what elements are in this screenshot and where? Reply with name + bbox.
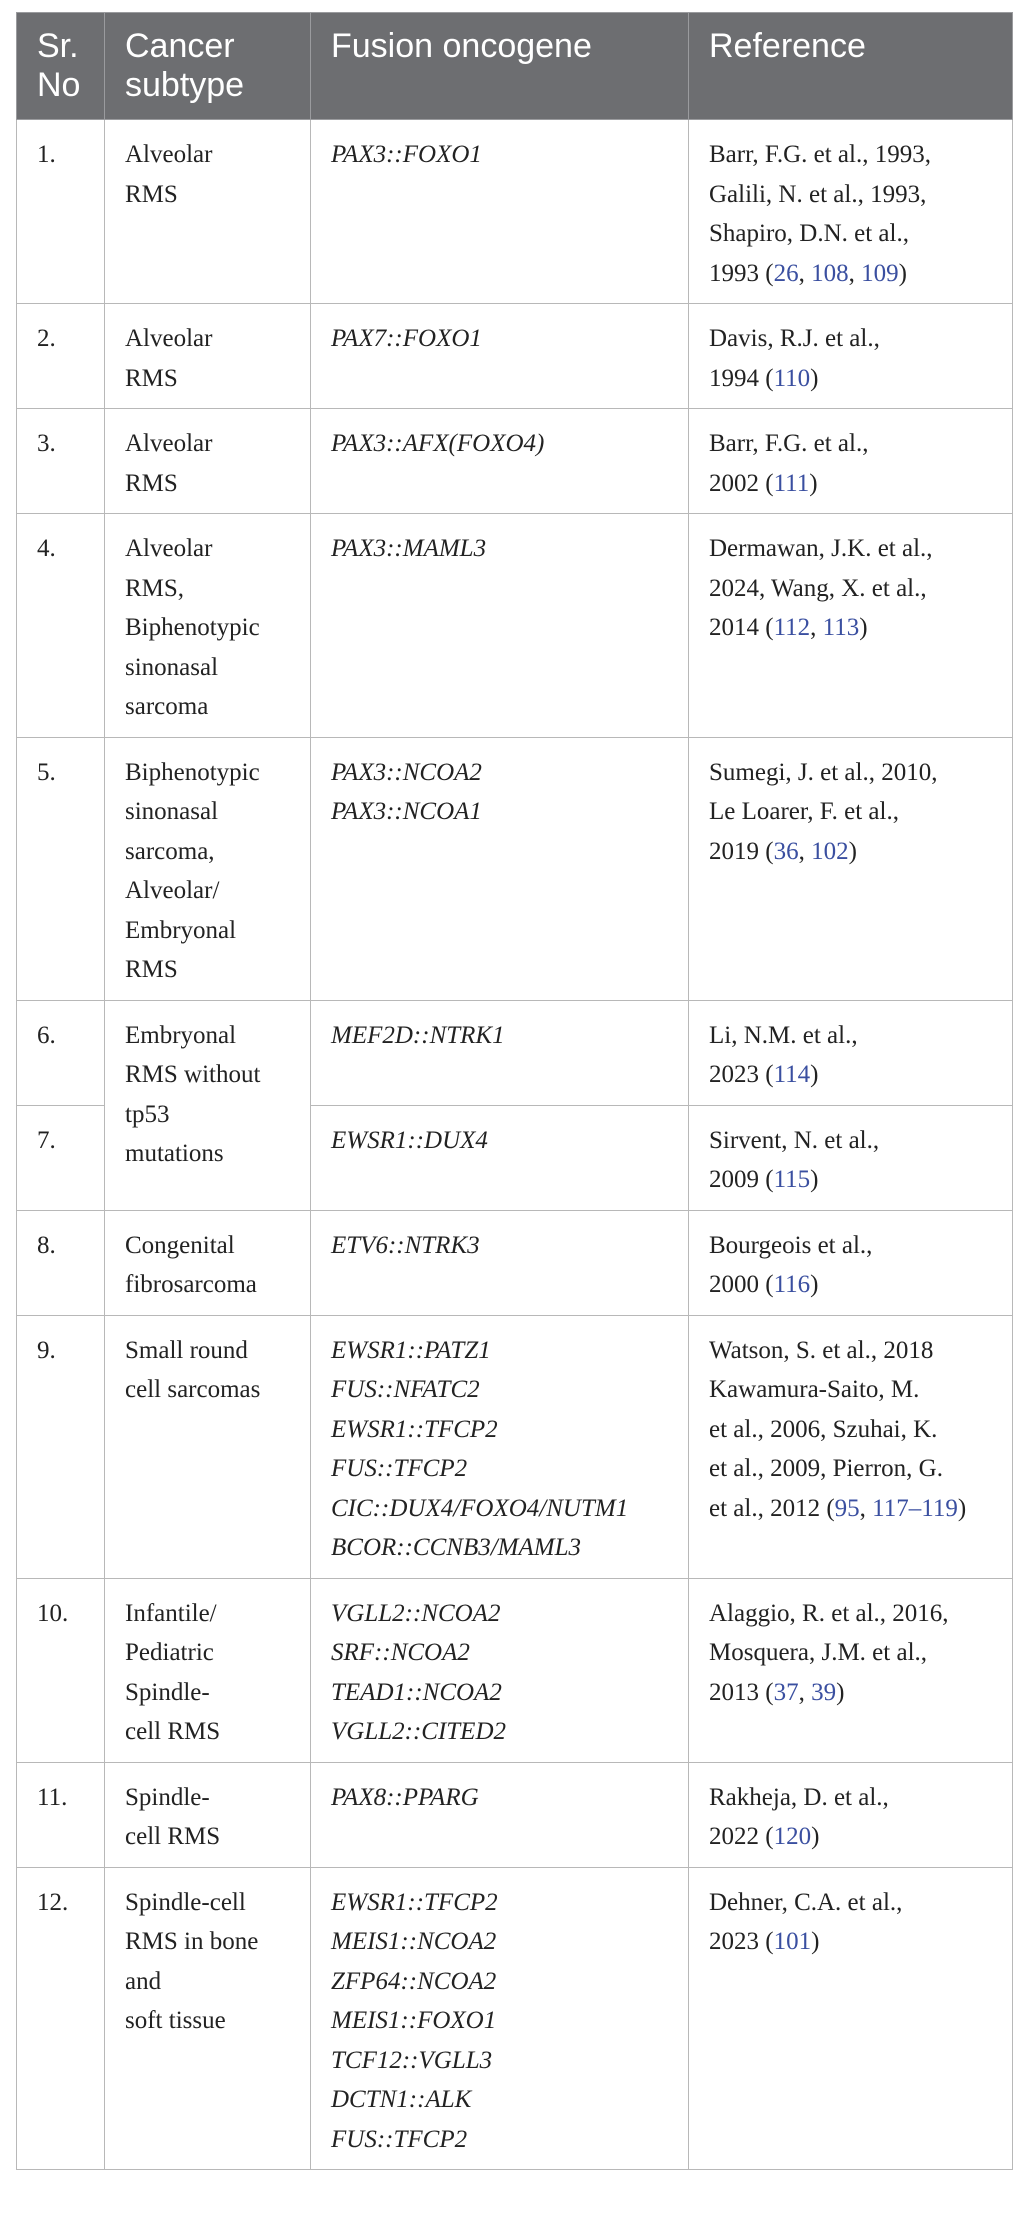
reference-line — [709, 1331, 1000, 1371]
cancer-subtype-line: Spindle- — [125, 1678, 210, 1706]
reference-text: 2014 ( — [709, 614, 774, 641]
cancer-subtype-line: Alveolar — [125, 141, 213, 168]
fusion-oncogene: ZFP64::NCOA2 — [331, 1967, 497, 1995]
reference-text: Davis, R.J. et al., — [709, 325, 880, 352]
table-row — [17, 1578, 1013, 1762]
fusion-oncogene: EWSR1::TFCP2 — [331, 1888, 498, 1916]
citation-close-paren: ) — [810, 364, 819, 392]
cancer-subtype-line: Small round — [125, 1336, 248, 1364]
reference-cell — [689, 514, 1013, 738]
reference-cell — [689, 1578, 1013, 1762]
cancer-subtype-cell — [105, 1210, 311, 1315]
cancer-subtype-line: Embryonal — [125, 916, 237, 944]
fusion-oncogene: EWSR1::TFCP2 — [331, 1415, 498, 1443]
cancer-subtype-cell — [105, 514, 311, 738]
cancer-subtype-line: tp53 — [125, 1100, 170, 1128]
reference-line — [709, 1817, 1000, 1857]
cancer-subtype-line: cell RMS — [125, 1718, 221, 1745]
citation-link[interactable]: 110 — [773, 364, 811, 392]
fusion-oncogene: MEIS1::FOXO1 — [331, 2007, 497, 2034]
row-number: 4. — [37, 535, 56, 562]
citation-separator: , — [859, 1494, 873, 1522]
reference-line — [709, 529, 1000, 569]
fusion-oncogene-cell — [311, 1578, 689, 1762]
fusion-oncogene: ETV6::NTRK3 — [331, 1231, 480, 1259]
reference-line — [709, 1922, 1000, 1962]
reference-line — [709, 1594, 1000, 1634]
cancer-subtype-line: cell RMS — [125, 1823, 221, 1850]
citation-link[interactable]: 39 — [811, 1678, 837, 1706]
citation-link[interactable]: 108 — [811, 259, 849, 287]
row-number-cell — [17, 1210, 105, 1315]
header-fusion-oncogene — [311, 13, 689, 120]
fusion-oncogene: FUS::NFATC2 — [331, 1376, 480, 1403]
reference-line — [709, 254, 1000, 294]
fusion-oncogene: VGLL2::NCOA2 — [331, 1599, 501, 1627]
cancer-subtype-line: Spindle-cell — [125, 1888, 246, 1916]
reference-text: et al., 2006, Szuhai, K. — [709, 1415, 938, 1443]
cancer-subtype-line: Alveolar — [125, 325, 213, 352]
reference-line — [709, 792, 1000, 832]
row-number-cell — [17, 1762, 105, 1867]
citation-link[interactable]: 102 — [811, 837, 849, 865]
row-number: 5. — [37, 758, 56, 786]
reference-cell — [689, 1210, 1013, 1315]
fusion-oncogene: DCTN1::ALK — [331, 2086, 472, 2113]
citation-link[interactable]: 26 — [773, 259, 799, 287]
reference-cell — [689, 120, 1013, 304]
reference-line — [709, 214, 1000, 254]
reference-cell — [689, 1762, 1013, 1867]
cancer-subtype-cell — [105, 304, 311, 409]
header-line: Sr. — [37, 27, 79, 65]
reference-text: 2000 ( — [709, 1271, 774, 1298]
fusion-oncogene: PAX3::NCOA1 — [331, 798, 482, 825]
citation-link[interactable]: 36 — [773, 837, 799, 865]
table-row — [17, 409, 1013, 514]
citation-separator: , — [848, 259, 862, 287]
reference-line — [709, 464, 1000, 504]
header-sr-no — [17, 13, 105, 120]
reference-line — [709, 753, 1000, 793]
header-line: No — [37, 66, 81, 104]
reference-line — [709, 319, 1000, 359]
row-number-cell — [17, 737, 105, 1000]
row-number-cell — [17, 120, 105, 304]
header-row — [17, 13, 1013, 120]
cancer-subtype-line: RMS — [125, 364, 178, 392]
fusion-oncogene-cell — [311, 514, 689, 738]
reference-line — [709, 1410, 1000, 1450]
header-line: Reference — [709, 27, 866, 65]
reference-line — [709, 1633, 1000, 1673]
cancer-subtype-line: Alveolar — [125, 430, 213, 457]
citation-link[interactable]: 101 — [773, 1928, 812, 1955]
fusion-oncogene: EWSR1::PATZ1 — [331, 1336, 491, 1364]
fusion-oncogene-cell — [311, 1210, 689, 1315]
cancer-subtype-cell — [105, 1578, 311, 1762]
reference-line — [709, 359, 1000, 399]
fusion-oncogene: EWSR1::DUX4 — [331, 1126, 488, 1154]
header-cancer-subtype — [105, 13, 311, 120]
reference-text: 2023 ( — [709, 1928, 774, 1955]
reference-text: Sirvent, N. et al., — [709, 1126, 880, 1154]
header-reference — [689, 13, 1013, 120]
fusion-oncogene: CIC::DUX4/FOXO4/NUTM1 — [331, 1494, 629, 1522]
reference-text: 1994 ( — [709, 364, 774, 392]
row-number: 10. — [37, 1599, 69, 1627]
reference-cell — [689, 1867, 1013, 2170]
table-row — [17, 120, 1013, 304]
row-number: 12. — [37, 1888, 69, 1916]
fusion-oncogene: VGLL2::CITED2 — [331, 1718, 507, 1745]
fusion-oncogene: BCOR::CCNB3/MAML3 — [331, 1534, 581, 1561]
reference-text: 1993 ( — [709, 259, 774, 287]
citation-link[interactable]: 114 — [773, 1061, 811, 1088]
row-number: 3. — [37, 430, 56, 457]
cancer-subtype-line: cell sarcomas — [125, 1376, 261, 1403]
citation-close-paren: ) — [898, 259, 907, 287]
row-number: 9. — [37, 1336, 56, 1364]
cancer-subtype-line: sinonasal — [125, 798, 219, 825]
fusion-oncogene-cell — [311, 1867, 689, 2170]
reference-text: Bourgeois et al., — [709, 1231, 873, 1259]
fusion-oncogene-cell — [311, 1000, 689, 1105]
cancer-subtype-line: Embryonal — [125, 1021, 237, 1049]
reference-text: Dermawan, J.K. et al., — [709, 535, 933, 562]
cancer-subtype-line: sarcoma — [125, 693, 209, 720]
reference-text: 2019 ( — [709, 837, 774, 865]
cancer-subtype-cell — [105, 1315, 311, 1578]
row-number-cell — [17, 1105, 105, 1210]
citation-link[interactable]: 37 — [773, 1678, 799, 1706]
reference-cell — [689, 1105, 1013, 1210]
citation-close-paren: ) — [957, 1494, 967, 1522]
citation-link[interactable]: 115 — [773, 1166, 811, 1193]
cancer-subtype-line: fibrosarcoma — [125, 1271, 257, 1298]
reference-text: 2023 ( — [709, 1061, 774, 1088]
cancer-subtype-line: RMS in bone — [125, 1928, 259, 1955]
cancer-subtype-line: soft tissue — [125, 2007, 226, 2034]
reference-line — [709, 1370, 1000, 1410]
reference-text: 2009 ( — [709, 1166, 774, 1193]
cancer-subtype-line: RMS without — [125, 1061, 261, 1088]
row-number: 6. — [37, 1021, 56, 1049]
cancer-subtype-cell — [105, 737, 311, 1000]
reference-line — [709, 1449, 1000, 1489]
row-number-cell — [17, 1000, 105, 1105]
reference-line — [709, 1226, 1000, 1266]
cancer-subtype-line: and — [125, 1967, 162, 1995]
reference-text: Alaggio, R. et al., 2016, — [709, 1599, 949, 1627]
citation-close-paren: ) — [810, 1166, 819, 1193]
cancer-subtype-line: sinonasal — [125, 653, 219, 681]
row-number: 7. — [37, 1126, 56, 1154]
citation-link[interactable]: 113 — [822, 614, 860, 641]
citation-link[interactable]: 95 — [834, 1494, 860, 1522]
cancer-subtype-line: Infantile/ — [125, 1599, 217, 1627]
reference-text: 2022 ( — [709, 1823, 774, 1850]
fusion-oncogene: PAX8::PPARG — [331, 1783, 479, 1811]
header-line: subtype — [125, 66, 245, 104]
fusion-oncogene-cell — [311, 737, 689, 1000]
citation-separator: , — [810, 614, 823, 641]
fusion-oncogene: PAX3::AFX(FOXO4) — [331, 430, 545, 457]
fusion-oncogene: FUS::TFCP2 — [331, 2125, 468, 2153]
table-row — [17, 1315, 1013, 1578]
reference-line — [709, 1055, 1000, 1095]
cancer-subtype-line: Alveolar/ — [125, 877, 220, 904]
citation-link[interactable]: 111 — [773, 469, 810, 497]
reference-cell — [689, 1000, 1013, 1105]
table-header — [17, 13, 1013, 120]
fusion-oncogene: PAX3::FOXO1 — [331, 141, 482, 168]
reference-text: 2002 ( — [709, 469, 774, 497]
fusion-oncogene: SRF::NCOA2 — [331, 1639, 470, 1666]
cancer-subtype-line: mutations — [125, 1140, 224, 1167]
reference-text: Sumegi, J. et al., 2010, — [709, 758, 938, 786]
cancer-subtype-line: Congenital — [125, 1231, 235, 1259]
reference-line — [709, 832, 1000, 872]
row-number-cell — [17, 1315, 105, 1578]
citation-separator: , — [798, 837, 812, 865]
table-row — [17, 737, 1013, 1000]
cancer-subtype-cell — [105, 409, 311, 514]
row-number: 1. — [37, 141, 56, 168]
row-number-cell — [17, 514, 105, 738]
citation-close-paren: ) — [848, 837, 857, 865]
fusion-oncogene: PAX3::MAML3 — [331, 535, 487, 562]
citation-link[interactable]: 109 — [861, 259, 899, 287]
fusion-oncogene: PAX3::NCOA2 — [331, 758, 482, 786]
citation-close-paren: ) — [810, 1061, 819, 1088]
cancer-subtype-cell — [105, 120, 311, 304]
row-number: 11. — [37, 1783, 68, 1811]
fusion-oncogene: MEIS1::NCOA2 — [331, 1928, 497, 1955]
cancer-subtype-cell — [105, 1762, 311, 1867]
table-row — [17, 1000, 1013, 1105]
reference-line — [709, 1016, 1000, 1056]
reference-line — [709, 569, 1000, 609]
table-row — [17, 304, 1013, 409]
citation-close-paren: ) — [811, 1823, 820, 1850]
reference-line — [709, 608, 1000, 648]
citation-close-paren: ) — [810, 1271, 819, 1298]
table-body — [17, 120, 1013, 2170]
row-number: 2. — [37, 325, 56, 352]
reference-text: Watson, S. et al., 2018 — [709, 1336, 934, 1364]
reference-line — [709, 1265, 1000, 1305]
reference-text: Dehner, C.A. et al., — [709, 1888, 903, 1916]
header-line: Fusion oncogene — [331, 27, 592, 65]
reference-line — [709, 1778, 1000, 1818]
cancer-subtype-line: RMS, — [125, 574, 185, 602]
reference-text: 2013 ( — [709, 1678, 774, 1706]
table-row — [17, 1867, 1013, 2170]
reference-text: et al., 2012 ( — [709, 1494, 835, 1522]
reference-text: 2024, Wang, X. et al., — [709, 574, 927, 602]
citation-link[interactable]: 117–119 — [872, 1494, 958, 1522]
reference-text: Li, N.M. et al., — [709, 1021, 858, 1049]
row-number-cell — [17, 1578, 105, 1762]
cancer-subtype-line: Spindle- — [125, 1783, 210, 1811]
citation-close-paren: ) — [809, 469, 818, 497]
row-number-cell — [17, 1867, 105, 2170]
cancer-subtype-line: RMS — [125, 180, 178, 208]
fusion-oncogene: FUS::TFCP2 — [331, 1455, 468, 1482]
cancer-subtype-line: Alveolar — [125, 535, 213, 562]
reference-cell — [689, 1315, 1013, 1578]
reference-text: Kawamura-Saito, M. — [709, 1376, 920, 1403]
table-row — [17, 1210, 1013, 1315]
reference-text: Barr, F.G. et al., — [709, 430, 869, 457]
reference-line — [709, 135, 1000, 175]
reference-line — [709, 1883, 1000, 1923]
reference-cell — [689, 304, 1013, 409]
fusion-oncogene-table — [16, 12, 1013, 2170]
cancer-subtype-cell — [105, 1000, 311, 1210]
cancer-subtype-line: Biphenotypic — [125, 758, 260, 786]
reference-line — [709, 1489, 1000, 1529]
reference-cell — [689, 409, 1013, 514]
cancer-subtype-cell — [105, 1867, 311, 2170]
reference-cell — [689, 737, 1013, 1000]
table-row — [17, 514, 1013, 738]
row-number-cell — [17, 409, 105, 514]
citation-link[interactable]: 120 — [773, 1823, 812, 1850]
reference-line — [709, 175, 1000, 215]
reference-text: Galili, N. et al., 1993, — [709, 180, 927, 208]
reference-line — [709, 424, 1000, 464]
table-row — [17, 1762, 1013, 1867]
cancer-subtype-line: RMS — [125, 956, 178, 983]
reference-text: Mosquera, J.M. et al., — [709, 1639, 928, 1666]
reference-text: Rakheja, D. et al., — [709, 1783, 889, 1811]
reference-line — [709, 1121, 1000, 1161]
reference-line — [709, 1160, 1000, 1200]
fusion-oncogene-cell — [311, 409, 689, 514]
reference-text: et al., 2009, Pierron, G. — [709, 1455, 943, 1482]
cancer-subtype-line: RMS — [125, 469, 178, 497]
fusion-oncogene-cell — [311, 1762, 689, 1867]
reference-text: Le Loarer, F. et al., — [709, 798, 899, 825]
header-line: Cancer — [125, 27, 235, 65]
citation-close-paren: ) — [836, 1678, 845, 1706]
fusion-oncogene: PAX7::FOXO1 — [331, 325, 482, 352]
citation-separator: , — [798, 259, 812, 287]
row-number-cell — [17, 304, 105, 409]
cancer-subtype-line: Pediatric — [125, 1639, 214, 1666]
reference-text: Shapiro, D.N. et al., — [709, 220, 909, 247]
cancer-subtype-line: Biphenotypic — [125, 614, 260, 641]
cancer-subtype-line: sarcoma, — [125, 837, 215, 865]
fusion-oncogene: TEAD1::NCOA2 — [331, 1678, 502, 1706]
reference-text: Barr, F.G. et al., 1993, — [709, 141, 931, 168]
citation-separator: , — [798, 1678, 812, 1706]
fusion-oncogene-cell — [311, 1105, 689, 1210]
citation-link[interactable]: 116 — [773, 1271, 811, 1298]
citation-close-paren: ) — [859, 614, 868, 641]
row-number: 8. — [37, 1231, 56, 1259]
fusion-oncogene: TCF12::VGLL3 — [331, 2046, 493, 2074]
citation-link[interactable]: 112 — [773, 614, 811, 641]
fusion-oncogene: MEF2D::NTRK1 — [331, 1021, 505, 1049]
fusion-oncogene-cell — [311, 304, 689, 409]
fusion-oncogene-cell — [311, 1315, 689, 1578]
reference-line — [709, 1673, 1000, 1713]
fusion-oncogene-cell — [311, 120, 689, 304]
citation-close-paren: ) — [811, 1928, 820, 1955]
